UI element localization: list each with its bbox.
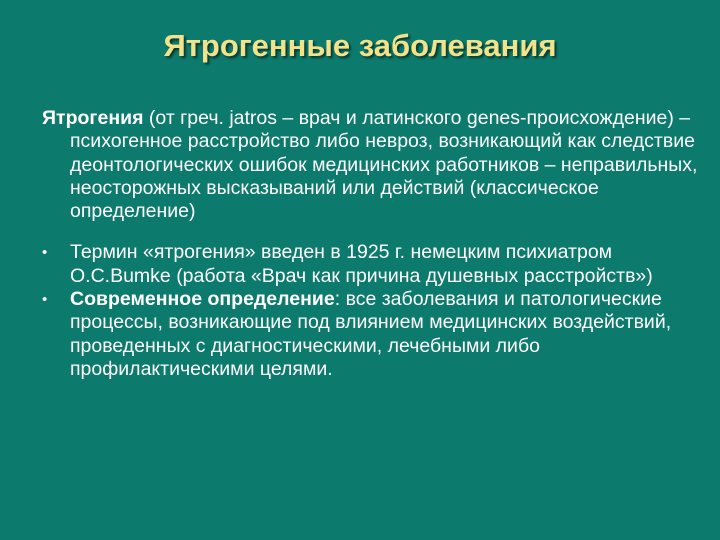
bullet-bold-text: Современное определение	[70, 288, 335, 311]
bullet-item	[42, 288, 702, 381]
slide-body	[42, 107, 702, 381]
bullet-text: Термин «ятрогения» введен в 1925 г. немецким психиатром О.С.Bumke (работа «Врач как причина душевных расстройств»)	[70, 241, 653, 287]
definition-term: Ятрогения	[42, 107, 144, 129]
definition-text: (от греч. jatros – врач и латинского genes-происхождение) – психогенное расстройство либо невроз, возникающий как следствие деонтологических ошибок медицинских работников – неправильных, неосторожных высказываний или действий (классическое определение)	[70, 107, 698, 223]
bullet-icon: •	[42, 244, 48, 262]
slide-title: Ятрогенные заболевания	[163, 28, 557, 63]
bullet-item	[42, 241, 702, 288]
bullet-icon: •	[42, 291, 48, 309]
bullet-text: : все заболевания и патологические процессы, возникающие под влиянием медицинских воздействий, проведенных с диагностическими, лечебными либо профилактическими целями.	[70, 288, 672, 380]
definition-paragraph	[42, 107, 702, 223]
bullet-list	[42, 241, 702, 381]
